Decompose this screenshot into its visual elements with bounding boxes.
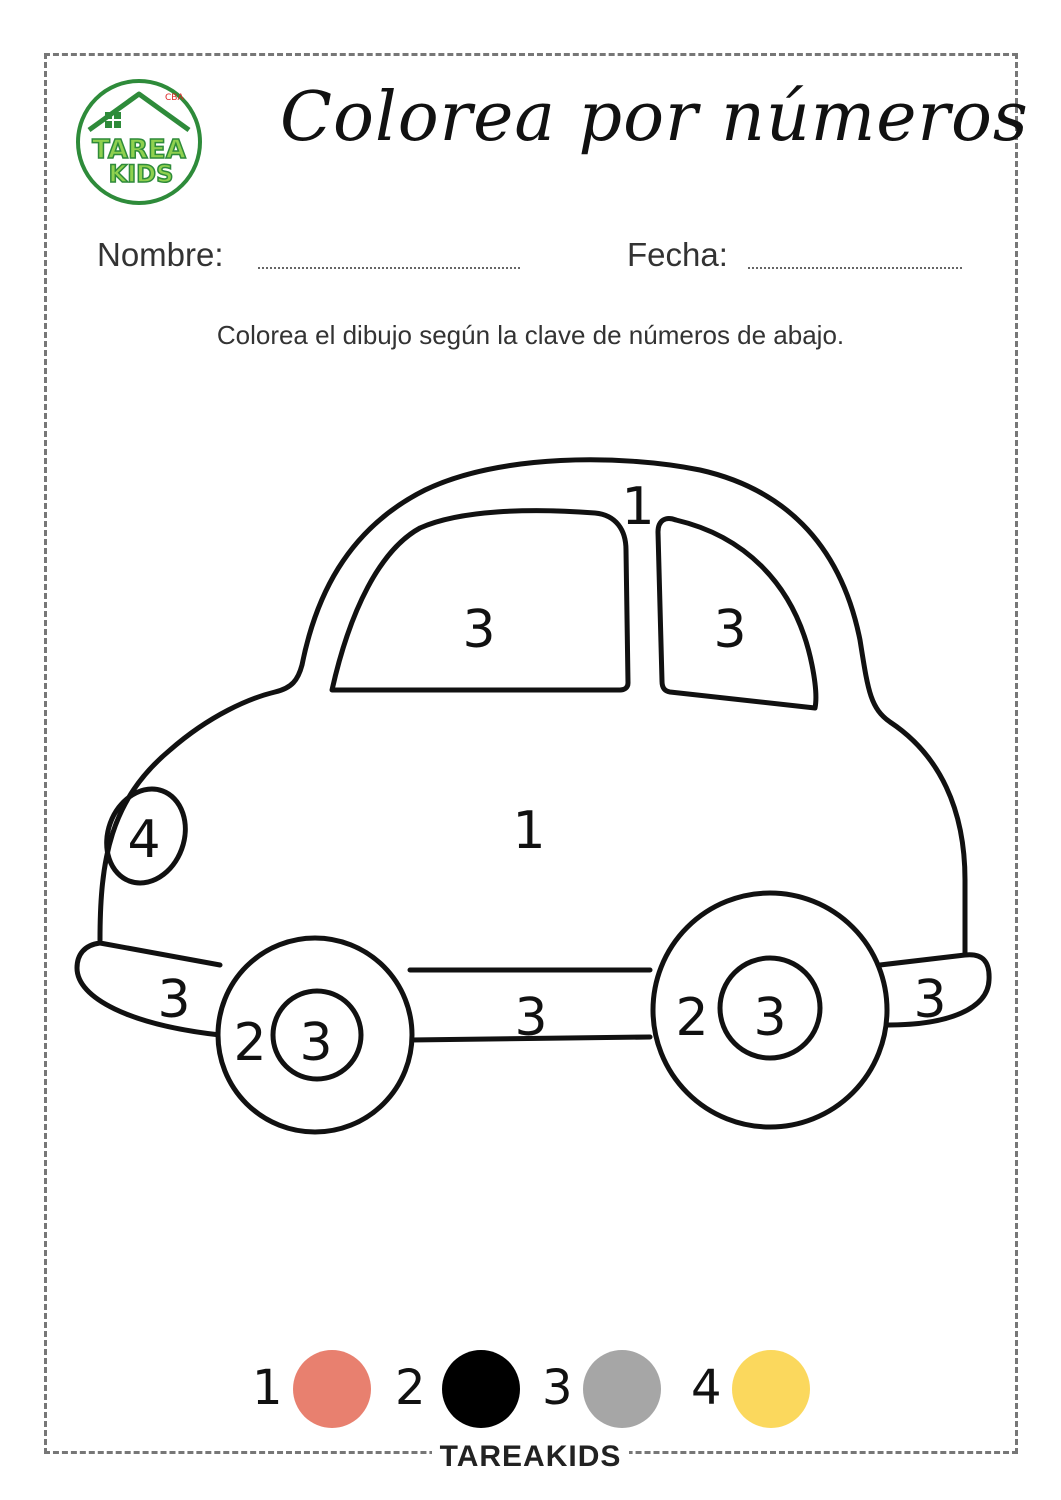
label-front-hub: 3 <box>299 1013 333 1073</box>
key-number-1: 1 <box>252 1360 283 1416</box>
logo-text-bottom: KIDS <box>108 160 174 188</box>
logo-letters: CBA <box>165 93 184 103</box>
key-number-4: 4 <box>691 1360 722 1416</box>
label-rear-tire: 2 <box>675 988 709 1048</box>
label-side-sill: 3 <box>514 988 548 1048</box>
label-front-bumper: 3 <box>157 970 191 1030</box>
footer-brand: TAREAKIDS <box>432 1440 630 1473</box>
tareakids-logo <box>75 78 203 206</box>
label-front-window: 3 <box>462 600 496 660</box>
footer <box>0 1440 1061 1474</box>
key-swatch-1 <box>293 1350 371 1428</box>
label-rear-hub: 3 <box>753 988 787 1048</box>
label-front-tire: 2 <box>233 1013 267 1073</box>
date-label: Fecha: <box>627 236 728 273</box>
instructions-text: Colorea el dibujo según la clave de números de abajo. <box>216 320 845 350</box>
key-swatch-4 <box>732 1350 810 1428</box>
label-rear-window: 3 <box>713 600 747 660</box>
name-label: Nombre: <box>97 236 224 273</box>
date-field[interactable] <box>748 267 962 269</box>
label-rear-bumper: 3 <box>913 970 947 1030</box>
key-number-3: 3 <box>542 1360 573 1416</box>
page-title: Colorea por números <box>280 78 1029 157</box>
key-swatch-2 <box>442 1350 520 1428</box>
car-drawing <box>60 440 1000 1160</box>
key-number-2: 2 <box>395 1360 426 1416</box>
name-field[interactable] <box>258 267 520 269</box>
car-body-outline <box>100 460 965 955</box>
label-body: 1 <box>512 801 546 861</box>
color-key <box>0 1350 1061 1430</box>
logo-text-top: TAREA <box>92 135 186 165</box>
label-headlight: 4 <box>127 810 161 870</box>
label-roof: 1 <box>621 477 655 537</box>
key-swatch-3 <box>583 1350 661 1428</box>
